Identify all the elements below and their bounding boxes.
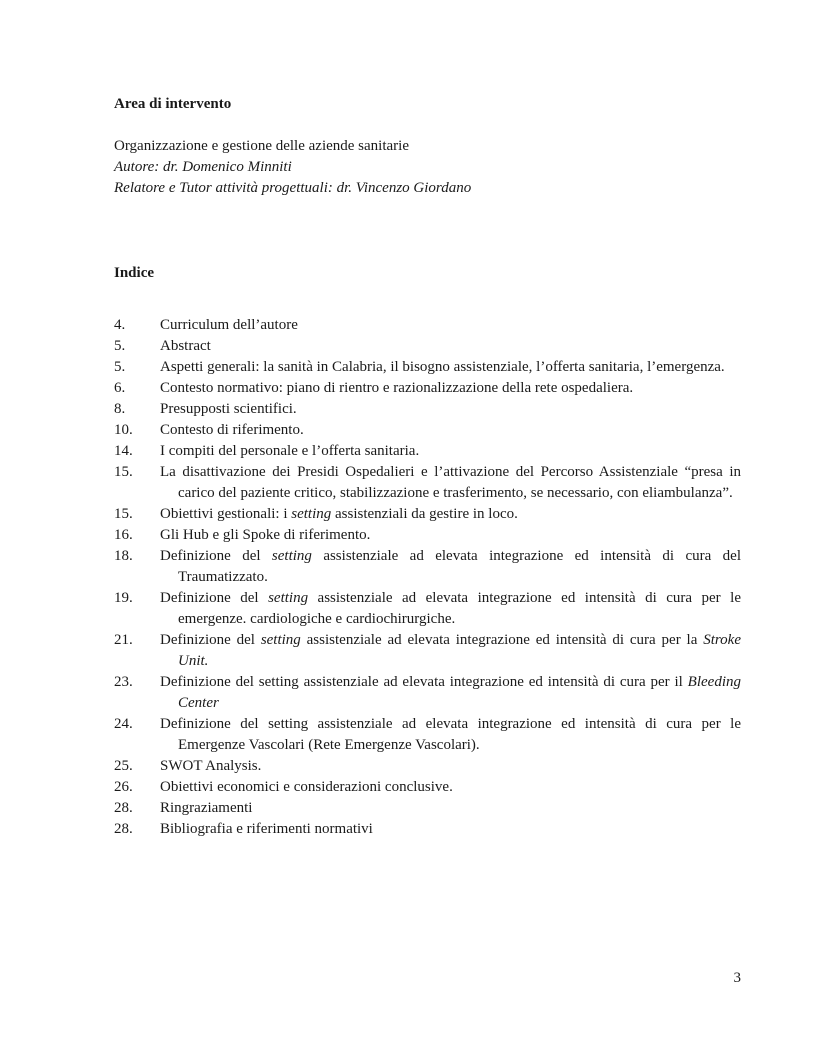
toc-entry-page-number: 28. <box>114 800 133 816</box>
toc-entry-page-number: 8. <box>114 401 126 417</box>
toc-entry-text: Contesto di riferimento. <box>160 422 304 438</box>
toc-entry <box>114 756 741 777</box>
toc-entry <box>114 525 741 546</box>
toc-entry-text: assistenziale ad elevata integrazione ed intensità di cura per le emergenze. cardiologiche e cardiochirurgiche. <box>178 590 741 627</box>
toc-entry-italic-text: Stroke Unit. <box>178 632 741 669</box>
toc-entry <box>114 378 741 399</box>
toc-entry-text: Obiettivi economici e considerazioni conclusive. <box>160 779 453 795</box>
toc-entry-title <box>160 315 741 336</box>
toc-entry-title <box>160 462 741 504</box>
toc-entry-page-number: 4. <box>114 317 126 333</box>
toc-entry <box>114 420 741 441</box>
toc-entry-text: Bibliografia e riferimenti normativi <box>160 821 373 837</box>
page-number: 3 <box>733 970 741 986</box>
toc-entry-text: SWOT Analysis. <box>160 758 262 774</box>
toc-entry-text: I compiti del personale e l’offerta sanitaria. <box>160 443 420 459</box>
page-content <box>114 94 741 840</box>
toc-entry-page-number: 10. <box>114 422 133 438</box>
toc-entry-page-number: 6. <box>114 380 126 396</box>
toc-entry-page-number: 5. <box>114 359 126 375</box>
toc-entry-page-number: 15. <box>114 506 133 522</box>
toc-entry-title <box>160 336 741 357</box>
toc-entry-text: Definizione del <box>160 590 269 606</box>
toc-entry-text: Definizione del setting assistenziale ad elevata integrazione ed intensità di cura per le Emergenze Vascolari (Rete Emergenze Vascolari). <box>160 716 741 753</box>
toc-entry <box>114 315 741 336</box>
toc-entry-title <box>160 798 741 819</box>
toc-entry-text: Contesto normativo: piano di rientro e razionalizzazione della rete ospedaliera. <box>160 380 634 396</box>
toc-entry-title <box>160 378 741 399</box>
tutor-line: Relatore e Tutor attività progettuali: dr. Vincenzo Giordano <box>114 180 472 196</box>
toc-entry-title <box>160 504 741 525</box>
toc-entry <box>114 819 741 840</box>
toc-entry-text: Definizione del <box>160 548 272 564</box>
toc-entry-page-number: 19. <box>114 590 133 606</box>
toc-entry-text: Presupposti scientifici. <box>160 401 297 417</box>
toc-entry-text: Ringraziamenti <box>160 800 253 816</box>
toc-entry-italic-text: setting <box>268 590 309 606</box>
toc-entry-page-number: 24. <box>114 716 133 732</box>
toc-entry-text: Aspetti generali: la sanità in Calabria, il bisogno assistenziale, l’offerta sanitaria, l’emergenza. <box>160 359 725 375</box>
toc-entry-title <box>160 357 741 378</box>
toc-entry-text: La disattivazione dei Presidi Ospedalieri e l’attivazione del Percorso Assistenziale “presa in carico del paziente critico, stabilizzazione e trasferimento, se necessario, con eliambulanza”. <box>160 464 741 501</box>
toc-entry <box>114 588 741 630</box>
toc-entry <box>114 714 741 756</box>
toc-entry-italic-text: Bleeding Center <box>178 674 741 711</box>
toc-entry <box>114 672 741 714</box>
toc-entry-text: Definizione del <box>160 632 261 648</box>
toc-entry-page-number: 21. <box>114 632 133 648</box>
toc-entry-page-number: 26. <box>114 779 133 795</box>
toc-entry-title <box>160 588 741 630</box>
toc-entry-text: Definizione del setting assistenziale ad elevata integrazione ed intensità di cura per il <box>160 674 688 690</box>
toc-entry <box>114 441 741 462</box>
toc-entry-title <box>160 630 741 672</box>
toc-entry-title <box>160 714 741 756</box>
toc-entry-text: Curriculum dell’autore <box>160 317 298 333</box>
toc-entry-italic-text: setting <box>271 548 312 564</box>
toc-entry-title <box>160 777 741 798</box>
toc-entry-text: assistenziale ad elevata integrazione ed intensità di cura del Traumatizzato. <box>178 548 741 585</box>
toc-entry-page-number: 5. <box>114 338 126 354</box>
toc-entry-text: Gli Hub e gli Spoke di riferimento. <box>160 527 371 543</box>
toc-entry-text: assistenziali da gestire in loco. <box>331 506 518 522</box>
toc-entry-title <box>160 819 741 840</box>
table-of-contents <box>114 315 741 840</box>
toc-entry-title <box>160 399 741 420</box>
toc-entry-page-number: 28. <box>114 821 133 837</box>
toc-entry-italic-text: setting <box>291 506 332 522</box>
toc-entry <box>114 546 741 588</box>
index-heading: Indice <box>114 265 155 281</box>
toc-entry-page-number: 18. <box>114 548 133 564</box>
toc-entry-page-number: 23. <box>114 674 133 690</box>
toc-entry <box>114 777 741 798</box>
area-details <box>114 136 741 199</box>
toc-entry-text: Abstract <box>160 338 211 354</box>
toc-entry-title <box>160 441 741 462</box>
toc-entry-text: Obiettivi gestionali: i <box>160 506 292 522</box>
toc-entry-title <box>160 525 741 546</box>
author-line: Autore: dr. Domenico Minniti <box>114 159 292 175</box>
area-subject: Organizzazione e gestione delle aziende sanitarie <box>114 138 409 154</box>
toc-entry-page-number: 14. <box>114 443 133 459</box>
toc-entry-title <box>160 546 741 588</box>
toc-entry-page-number: 15. <box>114 464 133 480</box>
toc-entry-text: assistenziale ad elevata integrazione ed intensità di cura per la <box>300 632 704 648</box>
toc-entry <box>114 630 741 672</box>
toc-entry <box>114 462 741 504</box>
toc-entry-title <box>160 756 741 777</box>
toc-entry <box>114 357 741 378</box>
toc-entry-title <box>160 420 741 441</box>
toc-entry-title <box>160 672 741 714</box>
toc-entry <box>114 399 741 420</box>
toc-entry-page-number: 25. <box>114 758 133 774</box>
toc-entry-page-number: 16. <box>114 527 133 543</box>
toc-entry <box>114 504 741 525</box>
toc-entry <box>114 798 741 819</box>
area-heading: Area di intervento <box>114 96 232 112</box>
toc-entry <box>114 336 741 357</box>
toc-entry-italic-text: setting <box>260 632 301 648</box>
